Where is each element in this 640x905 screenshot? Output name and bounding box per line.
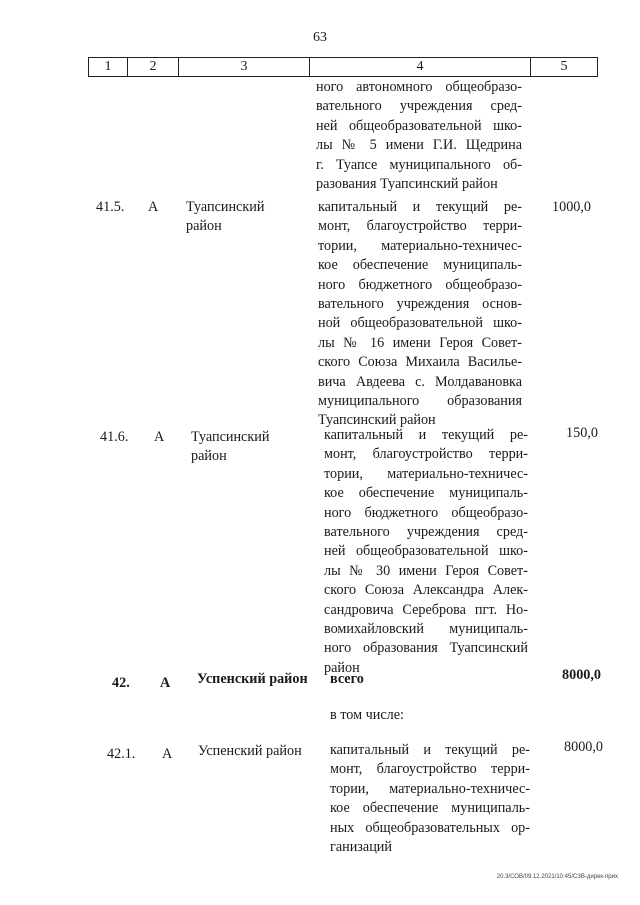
text-line: ней общеобразовательной шко- [324, 543, 528, 560]
text-line: вательного учреждения сред- [324, 524, 528, 541]
row-number: 42.1. [107, 746, 136, 762]
text-line: вомихайловский муниципаль- [324, 621, 528, 638]
text-line: Туапсинский [191, 429, 270, 445]
text-line: ного автономного общеобразо- [316, 79, 522, 95]
text-line: кое обеспечение муниципаль- [318, 257, 522, 274]
row-category: А [160, 675, 171, 691]
row-number: 41.5. [96, 199, 125, 215]
text-line: лы № 30 имени Героя Совет- [324, 562, 528, 579]
text-line: район [186, 218, 222, 235]
row-category: А [162, 746, 173, 762]
row-amount: 8000,0 [564, 739, 604, 755]
text-line: ского Союза Михаила Василье- [318, 354, 522, 371]
header-col-1: 1 [104, 59, 112, 74]
row-number: 41.6. [100, 429, 129, 445]
text-line: Туапсинский [186, 199, 265, 215]
row-district [186, 198, 264, 237]
continuation-description [316, 78, 522, 194]
text-line: ского Союза Александра Алек- [324, 582, 528, 599]
row-amount: 8000,0 [562, 667, 602, 683]
header-col-2: 2 [149, 59, 157, 74]
row-description [318, 198, 522, 431]
row-category: А [148, 199, 159, 215]
text-line: лы № 5 имени Г.И. Щедрина [316, 137, 522, 154]
text-line: г. Туапсе муниципального об- [316, 156, 522, 173]
text-line: капитальный и текущий ре- [318, 199, 522, 215]
text-line: район [324, 659, 360, 676]
text-line: монт, благоустройство терри- [330, 761, 530, 778]
text-line: капитальный и текущий ре- [324, 427, 528, 443]
row-amount: 150,0 [566, 425, 598, 441]
text-line: вательного учреждения основ- [318, 296, 522, 313]
text-line: кое обеспечение муниципаль- [324, 485, 528, 502]
table-header [88, 57, 598, 77]
text-line: разования Туапсинский район [316, 176, 498, 193]
text-line: тории, материально-техничес- [330, 780, 530, 797]
text-line: кое обеспечение муниципаль- [330, 800, 530, 817]
text-line: ганизаций [330, 839, 392, 856]
text-line: ней общеобразовательной шко- [316, 117, 522, 134]
text-line: монт, благоустройство терри- [318, 218, 522, 235]
sub-label: в том числе: [330, 707, 404, 723]
text-line: Туапсинский район [318, 412, 436, 429]
header-col-5: 5 [560, 59, 568, 74]
text-line: тории, материально-техничес- [318, 237, 522, 254]
text-line: ного образования Туапсинский [324, 640, 528, 657]
row-district: Успенский район [198, 743, 302, 759]
text-line: вательного учреждения сред- [316, 98, 522, 115]
text-line: капитальный и текущий ре- [330, 742, 530, 758]
text-line: сандровича Сереброва пгт. Но- [324, 601, 528, 618]
row-amount: 1000,0 [552, 199, 592, 215]
text-line: район [191, 448, 227, 465]
text-line: ного бюджетного общеобразо- [318, 276, 522, 293]
text-line: вича Авдеева с. Молдавановка [318, 373, 522, 390]
row-district [191, 428, 269, 467]
text-line: ных общеобразовательных ор- [330, 819, 530, 836]
header-col-3: 3 [240, 59, 248, 74]
row-district: Успенский район [197, 671, 308, 687]
text-line: лы № 16 имени Героя Совет- [318, 334, 522, 351]
text-line: монт, благоустройство терри- [324, 446, 528, 463]
text-line: ного бюджетного общеобразо- [324, 504, 528, 521]
document-footer-code: 20.3/СОВ/09.12.2021/10:45/СЗВ-дирек-прих [496, 873, 618, 880]
text-line: тории, материально-техничес- [324, 465, 528, 482]
row-description [330, 741, 530, 857]
page-number: 63 [313, 30, 327, 45]
text-line: ной общеобразовательной шко- [318, 315, 522, 332]
text-line: муниципального образования [318, 393, 522, 410]
header-col-4: 4 [416, 59, 424, 74]
row-description: всего [330, 671, 364, 687]
row-category: А [154, 429, 165, 445]
row-description [324, 426, 528, 678]
row-number: 42. [112, 675, 130, 691]
